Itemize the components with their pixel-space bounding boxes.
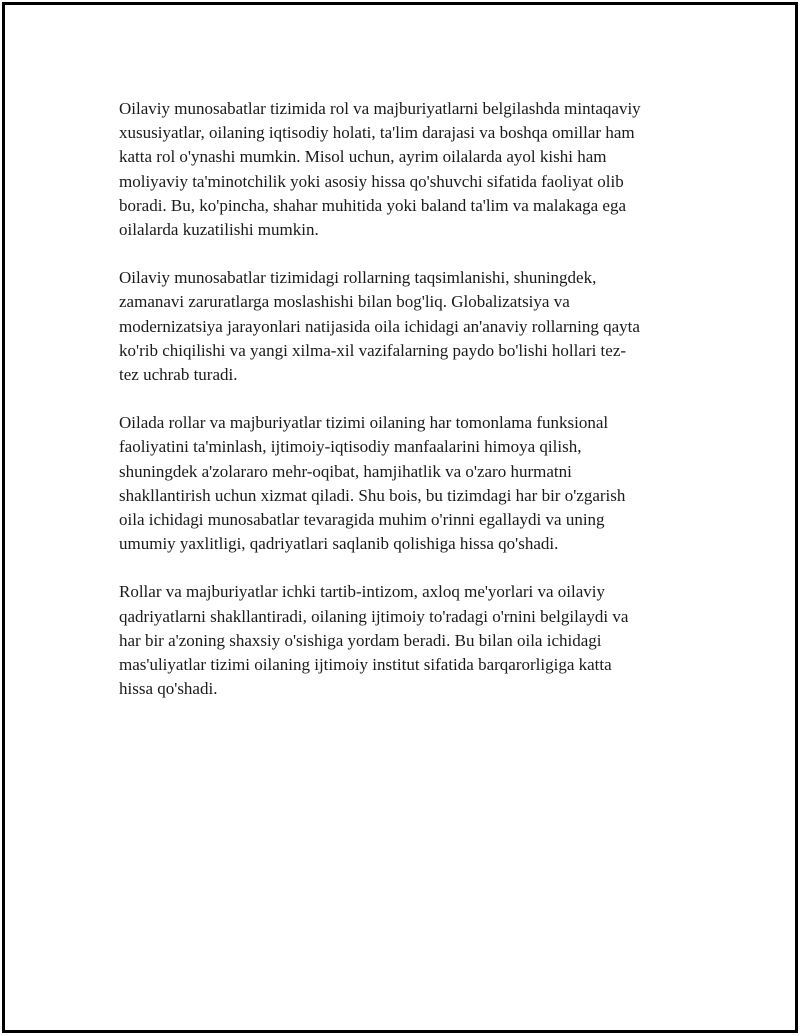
text-line: zamanavi zaruratlarga moslashishi bilan bog'liq. Globalizatsiya va: [119, 292, 570, 312]
text-line: Rollar va majburiyatlar ichki tartib-intizom, axloq me'yorlari va oilaviy: [119, 582, 606, 602]
text-line: boradi. Bu, ko'pincha, shahar muhitida yoki baland ta'lim va malakaga ega: [119, 195, 627, 215]
text-line: katta rol o'ynashi mumkin. Misol uchun, ayrim oilalarda ayol kishi ham: [119, 147, 607, 167]
text-line: oila ichidagi munosabatlar tevaragida muhim o'rinni egallaydi va uning: [119, 510, 605, 530]
paragraph-3: [119, 411, 699, 556]
paragraph-1: [119, 97, 699, 242]
text-line: tez uchrab turadi.: [119, 365, 238, 385]
text-line: Oilaviy munosabatlar tizimida rol va majburiyatlarni belgilashda mintaqaviy: [119, 99, 641, 118]
text-line: umumiy yaxlitligi, qadriyatlari saqlanib qolishiga hissa qo'shadi.: [119, 534, 559, 554]
page-border: [2, 2, 798, 1033]
text-line: moliyaviy ta'minotchilik yoki asosiy hissa qo'shuvchi sifatida faoliyat olib: [119, 171, 624, 191]
text-line: Oilada rollar va majburiyatlar tizimi oilaning har tomonlama funksional: [119, 413, 609, 433]
text-line: shakllantirish uchun xizmat qiladi. Shu bois, bu tizimdagi har bir o'zgarish: [119, 485, 626, 505]
text-line: xususiyatlar, oilaning iqtisodiy holati, ta'lim darajasi va boshqa omillar ham: [119, 123, 635, 143]
paragraph-4: [119, 580, 699, 701]
text-line: modernizatsiya jarayonlari natijasida oila ichidagi an'anaviy rollarning qayta: [119, 316, 640, 336]
text-line: hissa qo'shadi.: [119, 679, 218, 699]
text-line: ko'rib chiqilishi va yangi xilma-xil vazifalarning paydo bo'lishi hollari tez-: [119, 340, 627, 360]
text-line: faoliyatini ta'minlash, ijtimoiy-iqtisodiy manfaalarini himoya qilish,: [119, 437, 582, 457]
document-body: [119, 97, 699, 725]
text-line: oilalarda kuzatilishi mumkin.: [119, 220, 319, 240]
text-line: qadriyatlarni shakllantiradi, oilaning ijtimoiy to'radagi o'rnini belgilaydi va: [119, 606, 629, 626]
paragraph-2: [119, 266, 699, 387]
text-line: har bir a'zoning shaxsiy o'sishiga yordam beradi. Bu bilan oila ichidagi: [119, 630, 602, 650]
text-line: shuningdek a'zolararo mehr-oqibat, hamjihatlik va o'zaro hurmatni: [119, 461, 572, 481]
text-line: Oilaviy munosabatlar tizimidagi rollarning taqsimlanishi, shuningdek,: [119, 268, 597, 288]
text-line: mas'uliyatlar tizimi oilaning ijtimoiy institut sifatida barqarorligiga katta: [119, 655, 612, 675]
